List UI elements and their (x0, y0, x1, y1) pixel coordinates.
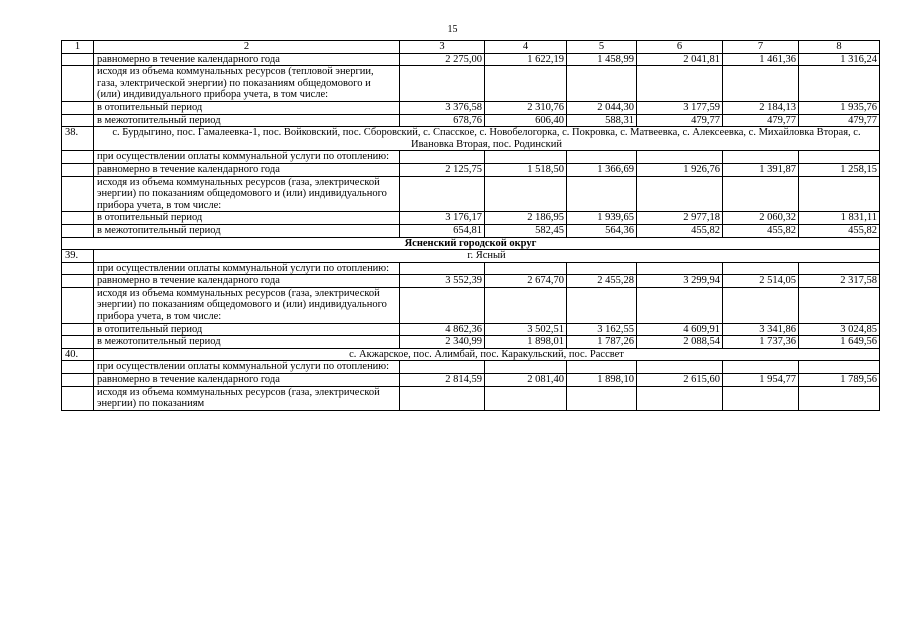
row-index-cell (62, 224, 94, 237)
empty-value-cell (567, 287, 637, 323)
row-index-cell (62, 212, 94, 225)
value-cell: 2 186,95 (485, 212, 567, 225)
table-row (62, 163, 880, 176)
row-label-cell: в отопительный период (94, 323, 400, 336)
row-index-cell (62, 151, 94, 164)
row-label-cell: в отопительный период (94, 101, 400, 114)
value-cell: 2 275,00 (400, 53, 485, 66)
empty-value-cell (799, 386, 880, 410)
row-number-cell: 40. (62, 348, 94, 361)
empty-value-cell (485, 262, 567, 275)
value-cell: 2 340,99 (400, 336, 485, 349)
row-label-cell: равномерно в течение календарного года (94, 374, 400, 387)
value-cell: 3 024,85 (799, 323, 880, 336)
row-index-cell (62, 53, 94, 66)
value-cell: 1 935,76 (799, 101, 880, 114)
value-cell: 2 514,05 (723, 275, 799, 288)
settlement-row (62, 250, 880, 263)
value-cell: 582,45 (485, 224, 567, 237)
value-cell: 1 737,36 (723, 336, 799, 349)
row-number-cell: 38. (62, 127, 94, 151)
value-cell: 2 044,30 (567, 101, 637, 114)
value-cell: 1 649,56 (799, 336, 880, 349)
row-label-cell: исходя из объема коммунальных ресурсов (газа, электрической энергии) по показаниям (94, 386, 400, 410)
description-row (62, 176, 880, 212)
empty-value-cell (567, 176, 637, 212)
settlement-row (62, 348, 880, 361)
value-cell: 455,82 (799, 224, 880, 237)
header-cell: 4 (485, 41, 567, 54)
empty-value-cell (799, 66, 880, 102)
value-cell: 2 615,60 (637, 374, 723, 387)
table-row (62, 374, 880, 387)
value-cell: 2 317,58 (799, 275, 880, 288)
value-cell: 2 088,54 (637, 336, 723, 349)
table-row (62, 114, 880, 127)
header-cell: 8 (799, 41, 880, 54)
empty-value-cell (723, 151, 799, 164)
header-cell: 5 (567, 41, 637, 54)
table-row (62, 101, 880, 114)
empty-value-cell (567, 361, 637, 374)
value-cell: 2 184,13 (723, 101, 799, 114)
value-cell: 1 622,19 (485, 53, 567, 66)
row-index-cell (62, 374, 94, 387)
row-label-cell: при осуществлении оплаты коммунальной услуги по отоплению: (94, 262, 400, 275)
value-cell: 1 954,77 (723, 374, 799, 387)
table-body (62, 41, 880, 411)
value-cell: 455,82 (723, 224, 799, 237)
row-label-cell: в межотопительный период (94, 336, 400, 349)
empty-value-cell (799, 262, 880, 275)
settlement-names-cell: с. Бурдыгино, пос. Гамалеевка-1, пос. Войковский, пос. Сборовский, с. Спасское, с. Новобелогорка, с. Покровка, с. Матвеевка, с. Алексеевка, с. Михайловка Вторая, с. Ивановка Вторая, пос. Родинский (94, 127, 880, 151)
row-index-cell (62, 287, 94, 323)
empty-value-cell (400, 287, 485, 323)
description-row (62, 262, 880, 275)
value-cell: 3 376,58 (400, 101, 485, 114)
value-cell: 1 316,24 (799, 53, 880, 66)
description-row (62, 66, 880, 102)
header-cell: 6 (637, 41, 723, 54)
empty-value-cell (723, 176, 799, 212)
settlement-names-cell: г. Ясный (94, 250, 880, 263)
description-row (62, 151, 880, 164)
value-cell: 1 789,56 (799, 374, 880, 387)
row-index-cell (62, 163, 94, 176)
row-label-cell: при осуществлении оплаты коммунальной услуги по отоплению: (94, 361, 400, 374)
value-cell: 606,40 (485, 114, 567, 127)
row-index-cell (62, 101, 94, 114)
empty-value-cell (637, 386, 723, 410)
value-cell: 2 455,28 (567, 275, 637, 288)
value-cell: 588,31 (567, 114, 637, 127)
empty-value-cell (723, 361, 799, 374)
empty-value-cell (799, 151, 880, 164)
district-heading-row (62, 237, 880, 250)
row-label-cell: в отопительный период (94, 212, 400, 225)
value-cell: 3 176,17 (400, 212, 485, 225)
value-cell: 2 041,81 (637, 53, 723, 66)
table-row (62, 53, 880, 66)
header-cell: 1 (62, 41, 94, 54)
value-cell: 1 391,87 (723, 163, 799, 176)
value-cell: 3 177,59 (637, 101, 723, 114)
description-row (62, 287, 880, 323)
row-label-cell: исходя из объема коммунальных ресурсов (газа, электрической энергии) по показаниям общедомового и (или) индивидуального прибора учета, в том числе: (94, 287, 400, 323)
settlement-row (62, 127, 880, 151)
value-cell: 479,77 (637, 114, 723, 127)
row-index-cell (62, 114, 94, 127)
description-row (62, 361, 880, 374)
value-cell: 3 162,55 (567, 323, 637, 336)
value-cell: 1 366,69 (567, 163, 637, 176)
empty-value-cell (799, 287, 880, 323)
value-cell: 1 831,11 (799, 212, 880, 225)
empty-value-cell (400, 151, 485, 164)
empty-value-cell (799, 176, 880, 212)
row-index-cell (62, 386, 94, 410)
value-cell: 2 977,18 (637, 212, 723, 225)
row-label-cell: исходя из объема коммунальных ресурсов (газа, электрической энергии) по показаниям общедомового и (или) индивидуального прибора учета, в том числе: (94, 176, 400, 212)
value-cell: 3 299,94 (637, 275, 723, 288)
value-cell: 3 502,51 (485, 323, 567, 336)
empty-value-cell (637, 287, 723, 323)
value-cell: 1 258,15 (799, 163, 880, 176)
empty-value-cell (723, 262, 799, 275)
row-label-cell: в межотопительный период (94, 114, 400, 127)
page-number: 15 (447, 24, 458, 35)
row-index-cell (62, 66, 94, 102)
settlement-names-cell: с. Акжарское, пос. Алимбай, пос. Каракульский, пос. Рассвет (94, 348, 880, 361)
row-number-cell: 39. (62, 250, 94, 263)
empty-value-cell (637, 176, 723, 212)
row-label-cell: равномерно в течение календарного года (94, 53, 400, 66)
empty-value-cell (400, 386, 485, 410)
value-cell: 3 341,86 (723, 323, 799, 336)
empty-value-cell (485, 66, 567, 102)
empty-value-cell (485, 176, 567, 212)
value-cell: 2 125,75 (400, 163, 485, 176)
empty-value-cell (723, 386, 799, 410)
empty-value-cell (637, 361, 723, 374)
value-cell: 4 609,91 (637, 323, 723, 336)
empty-value-cell (567, 151, 637, 164)
tariff-table (61, 40, 880, 411)
value-cell: 4 862,36 (400, 323, 485, 336)
empty-value-cell (637, 151, 723, 164)
value-cell: 1 787,26 (567, 336, 637, 349)
table-row (62, 212, 880, 225)
description-row (62, 386, 880, 410)
empty-value-cell (799, 361, 880, 374)
value-cell: 3 552,39 (400, 275, 485, 288)
row-label-cell: равномерно в течение календарного года (94, 275, 400, 288)
value-cell: 479,77 (799, 114, 880, 127)
table-row (62, 336, 880, 349)
table-row (62, 323, 880, 336)
value-cell: 564,36 (567, 224, 637, 237)
row-index-cell (62, 176, 94, 212)
value-cell: 2 674,70 (485, 275, 567, 288)
empty-value-cell (400, 262, 485, 275)
row-index-cell (62, 275, 94, 288)
row-label-cell: при осуществлении оплаты коммунальной услуги по отоплению: (94, 151, 400, 164)
header-cell: 2 (94, 41, 400, 54)
value-cell: 1 461,36 (723, 53, 799, 66)
column-number-row (62, 41, 880, 54)
value-cell: 1 939,65 (567, 212, 637, 225)
empty-value-cell (400, 66, 485, 102)
header-cell: 3 (400, 41, 485, 54)
value-cell: 1 518,50 (485, 163, 567, 176)
empty-value-cell (567, 262, 637, 275)
value-cell: 2 081,40 (485, 374, 567, 387)
value-cell: 2 310,76 (485, 101, 567, 114)
empty-value-cell (400, 176, 485, 212)
empty-value-cell (485, 287, 567, 323)
value-cell: 678,76 (400, 114, 485, 127)
empty-value-cell (723, 66, 799, 102)
row-index-cell (62, 262, 94, 275)
value-cell: 455,82 (637, 224, 723, 237)
value-cell: 1 898,01 (485, 336, 567, 349)
empty-value-cell (485, 361, 567, 374)
row-index-cell (62, 336, 94, 349)
empty-value-cell (567, 66, 637, 102)
empty-value-cell (485, 386, 567, 410)
empty-value-cell (567, 386, 637, 410)
value-cell: 1 898,10 (567, 374, 637, 387)
value-cell: 2 060,32 (723, 212, 799, 225)
row-label-cell: в межотопительный период (94, 224, 400, 237)
table-row (62, 224, 880, 237)
empty-value-cell (723, 287, 799, 323)
table-row (62, 275, 880, 288)
empty-value-cell (637, 66, 723, 102)
value-cell: 654,81 (400, 224, 485, 237)
row-index-cell (62, 323, 94, 336)
district-name-cell: Ясненский городской округ (62, 237, 880, 250)
value-cell: 479,77 (723, 114, 799, 127)
value-cell: 1 926,76 (637, 163, 723, 176)
empty-value-cell (485, 151, 567, 164)
empty-value-cell (400, 361, 485, 374)
row-label-cell: исходя из объема коммунальных ресурсов (тепловой энергии, газа, электрической энергии) по показаниям общедомового и (или) индивидуального прибора учета, в том числе: (94, 66, 400, 102)
value-cell: 2 814,59 (400, 374, 485, 387)
value-cell: 1 458,99 (567, 53, 637, 66)
header-cell: 7 (723, 41, 799, 54)
row-label-cell: равномерно в течение календарного года (94, 163, 400, 176)
empty-value-cell (637, 262, 723, 275)
row-index-cell (62, 361, 94, 374)
